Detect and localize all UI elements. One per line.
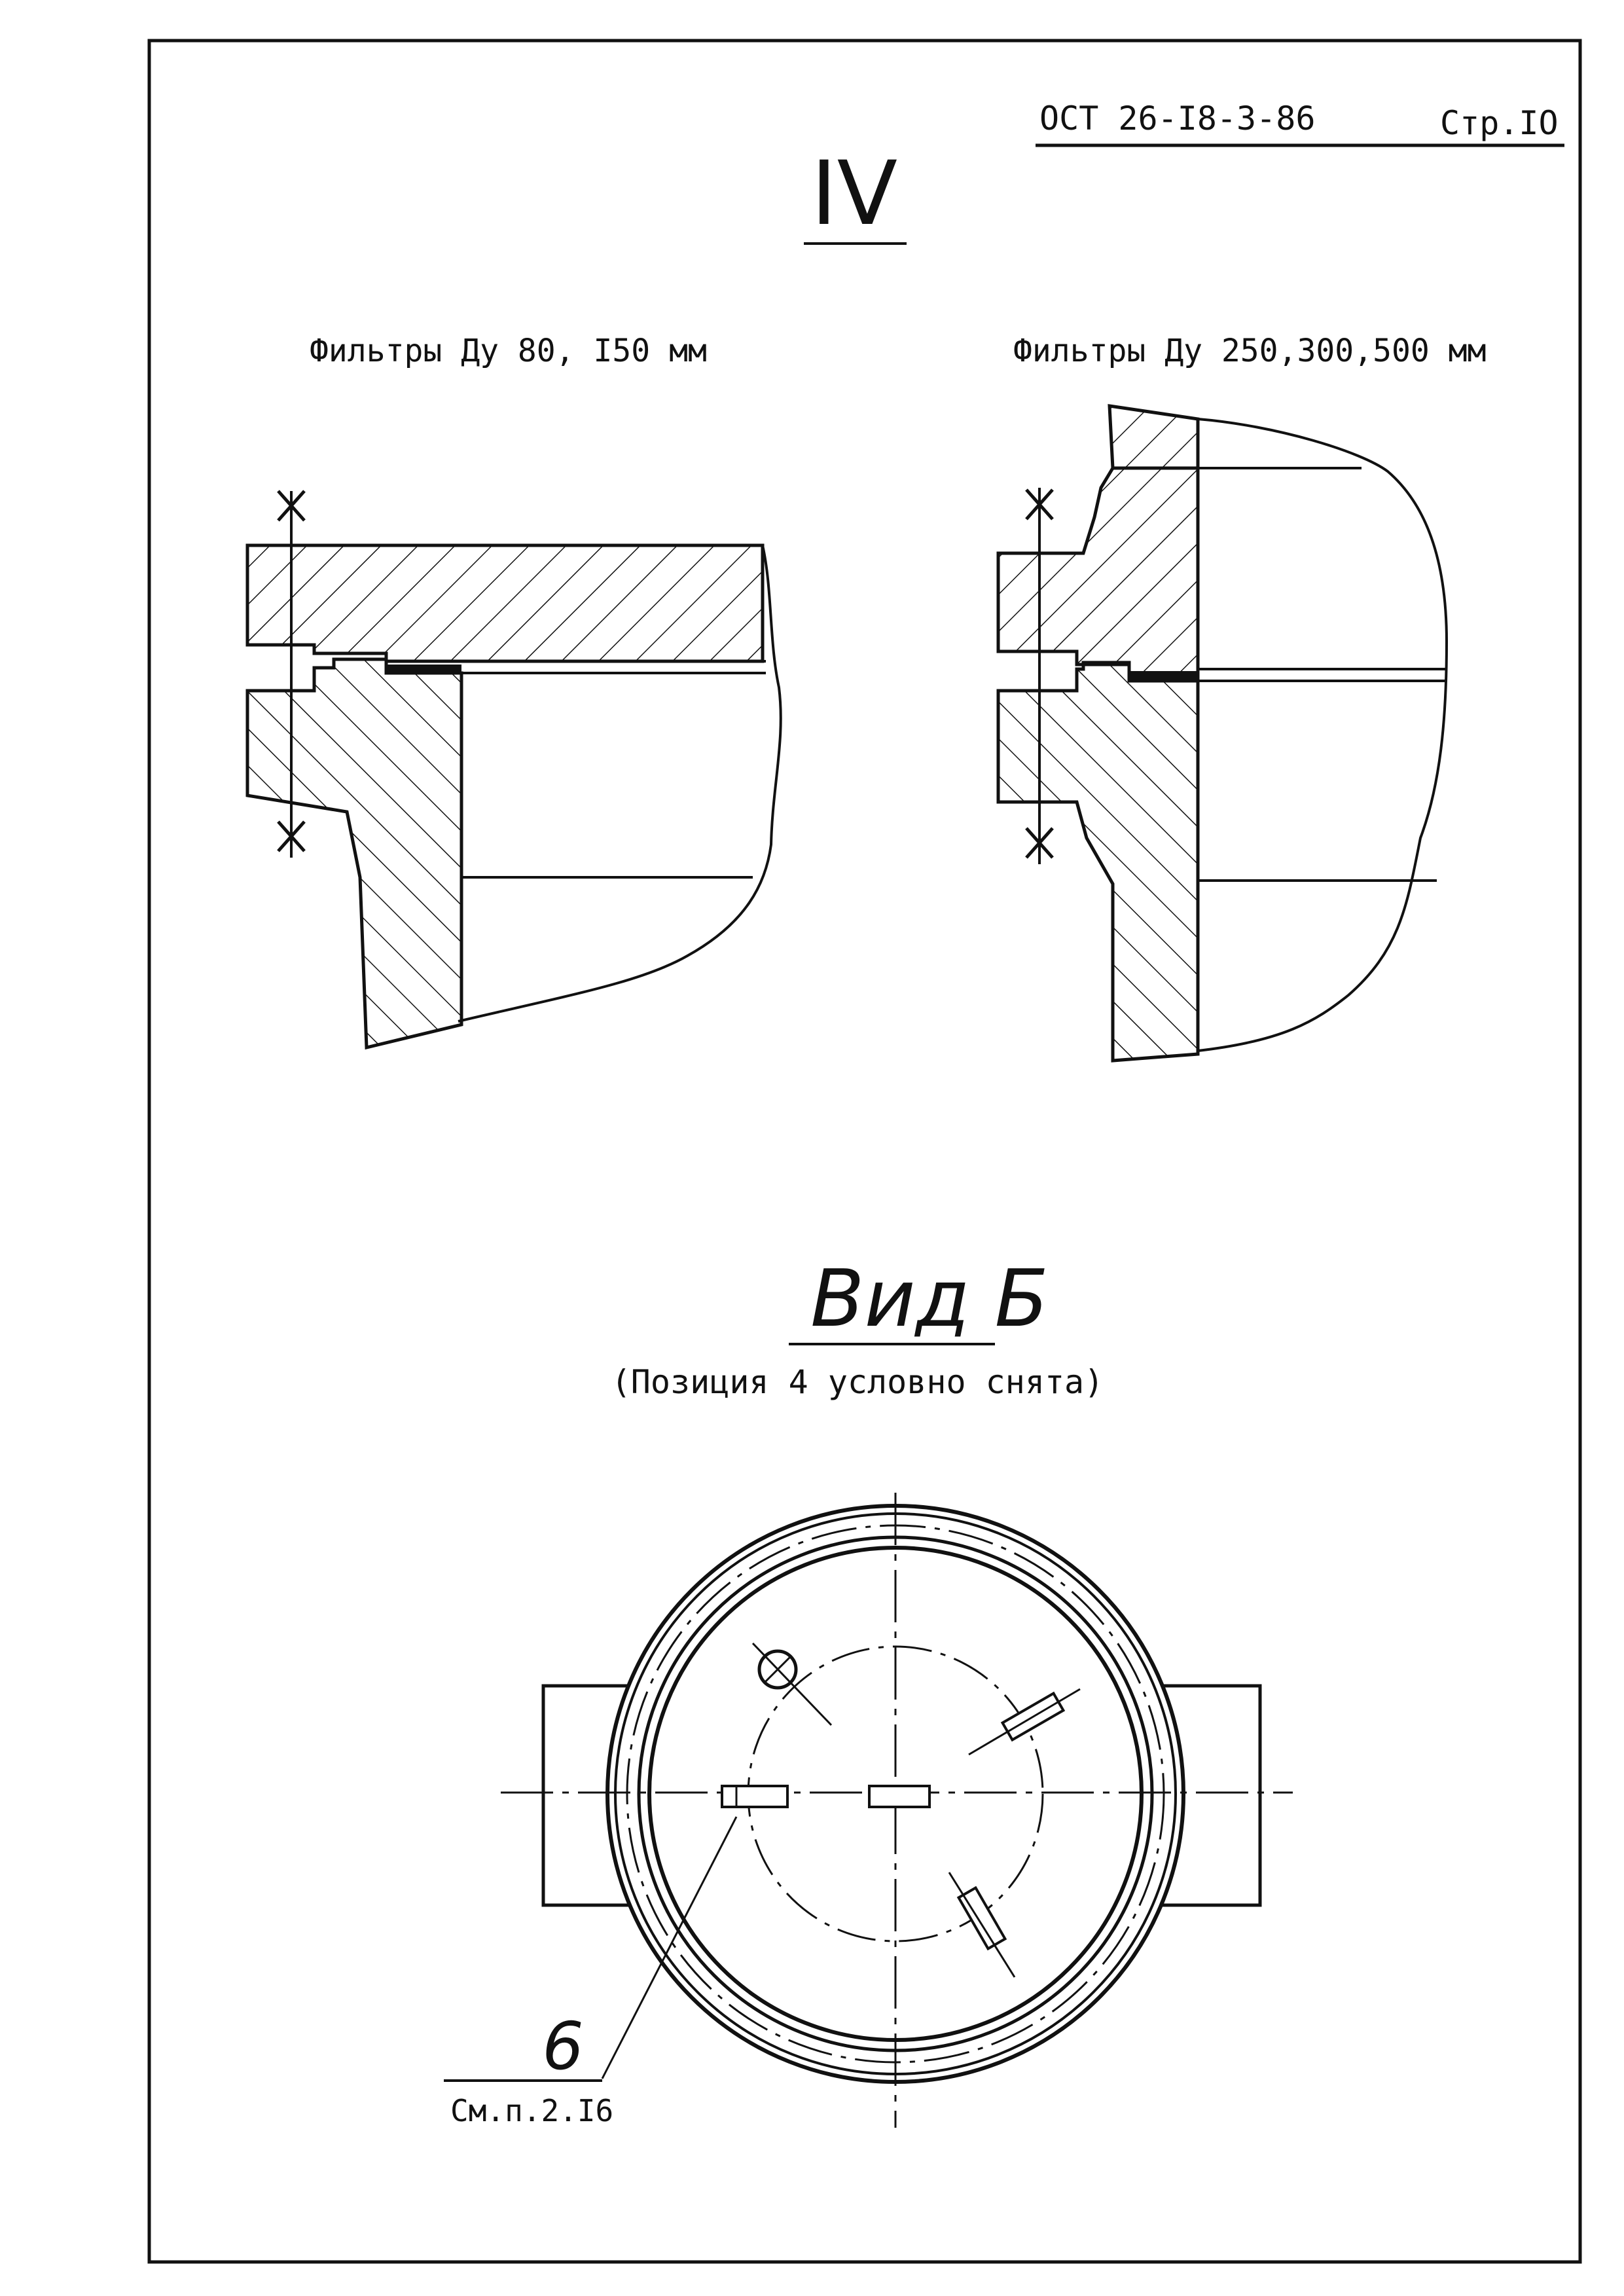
title-block xyxy=(1036,100,1564,145)
slot-center xyxy=(869,1786,929,1807)
right-upper-hub-cap xyxy=(1110,406,1198,468)
gasket xyxy=(386,665,461,673)
slot-left xyxy=(722,1786,787,1807)
right-flange-detail xyxy=(998,406,1447,1061)
view-title: Вид Б xyxy=(810,1254,1049,1345)
section-mark xyxy=(804,142,907,245)
upper-flange-section xyxy=(247,545,763,661)
lower-flange-section xyxy=(247,659,461,1048)
right-detail-caption: Фильтры Ду 250,300,500 мм xyxy=(1013,333,1487,369)
left-detail-caption: Фильтры Ду 80, I50 мм xyxy=(310,333,707,369)
view-b-plan xyxy=(501,1493,1293,2128)
position-callout xyxy=(444,2008,613,2128)
right-lower-flange-section xyxy=(998,663,1198,1061)
right-upper-flange-section xyxy=(998,468,1198,674)
clause-reference: См.п.2.I6 xyxy=(450,2093,614,2128)
view-note: (Позиция 4 условно снята) xyxy=(611,1363,1104,1401)
gasket xyxy=(1129,671,1198,682)
left-flange-detail xyxy=(247,491,781,1048)
document-number: ОСТ 26-I8-3-86 xyxy=(1039,100,1316,137)
section-mark-label: IV xyxy=(810,142,898,245)
view-title-block xyxy=(611,1254,1104,1401)
position-number: 6 xyxy=(542,2008,584,2085)
page-number: Стр.IO xyxy=(1440,104,1559,142)
